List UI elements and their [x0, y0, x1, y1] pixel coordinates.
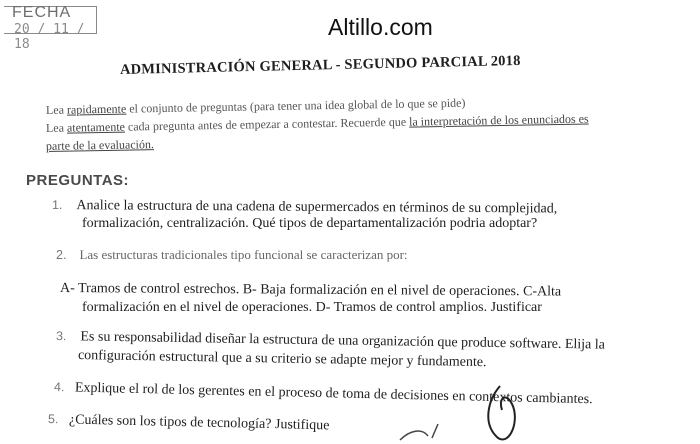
- question-2: 2. Las estructuras tradicionales tipo funcional se caracterizan por:: [56, 247, 408, 262]
- question-3-line-2: configuración estructural que a su criterio se adapte mejor y fundamente.: [77, 348, 487, 371]
- watermark: Altillo.com: [328, 14, 433, 40]
- question-4: 4. Explique el rol de los gerentes en el proceso de toma de decisiones en contextos cambiantes.: [53, 380, 593, 408]
- question-text: Analice la estructura de una cadena de supermercados en términos de su complejidad,: [76, 198, 558, 217]
- instruction-line-1: Lea rapidamente el conjunto de preguntas (para tener una idea global de lo que se pide): [45, 95, 466, 117]
- stamp-label: FECHA: [12, 4, 72, 21]
- question-2-options-line-2: formalización en el nivel de operaciones. D- Tramos de control amplios. Justificar: [82, 300, 542, 315]
- question-3: 3. Es su responsabilidad diseñar la estructura de una organización que produce software. Elija la: [55, 329, 606, 353]
- question-5: 5. ¿Cuáles son los tipos de tecnología? Justifique: [47, 412, 330, 434]
- instruction-line-3: parte de la evaluación.: [45, 137, 155, 153]
- document-title: ADMINISTRACIÓN GENERAL - SEGUNDO PARCIAL 2018: [119, 52, 521, 78]
- stamp-handwriting: 20 / 11 / 18: [14, 22, 85, 52]
- question-number: 1.: [51, 198, 63, 213]
- section-label: PREGUNTAS:: [26, 172, 130, 189]
- handwritten-scribble: [370, 380, 570, 444]
- instruction-line-2: Lea atentamente cada pregunta antes de empezar a contestar. Recuerde que la interpretación de los enunciados es: [45, 111, 589, 135]
- question-1-line-2: formalización, centralización. Qué tipos de departamentalización podria adoptar?: [82, 216, 538, 231]
- date-stamp: [0, 0, 104, 52]
- question-2-options: A- Tramos de control estrechos. B- Baja formalización en el nivel de operaciones. C-Alta: [59, 281, 562, 300]
